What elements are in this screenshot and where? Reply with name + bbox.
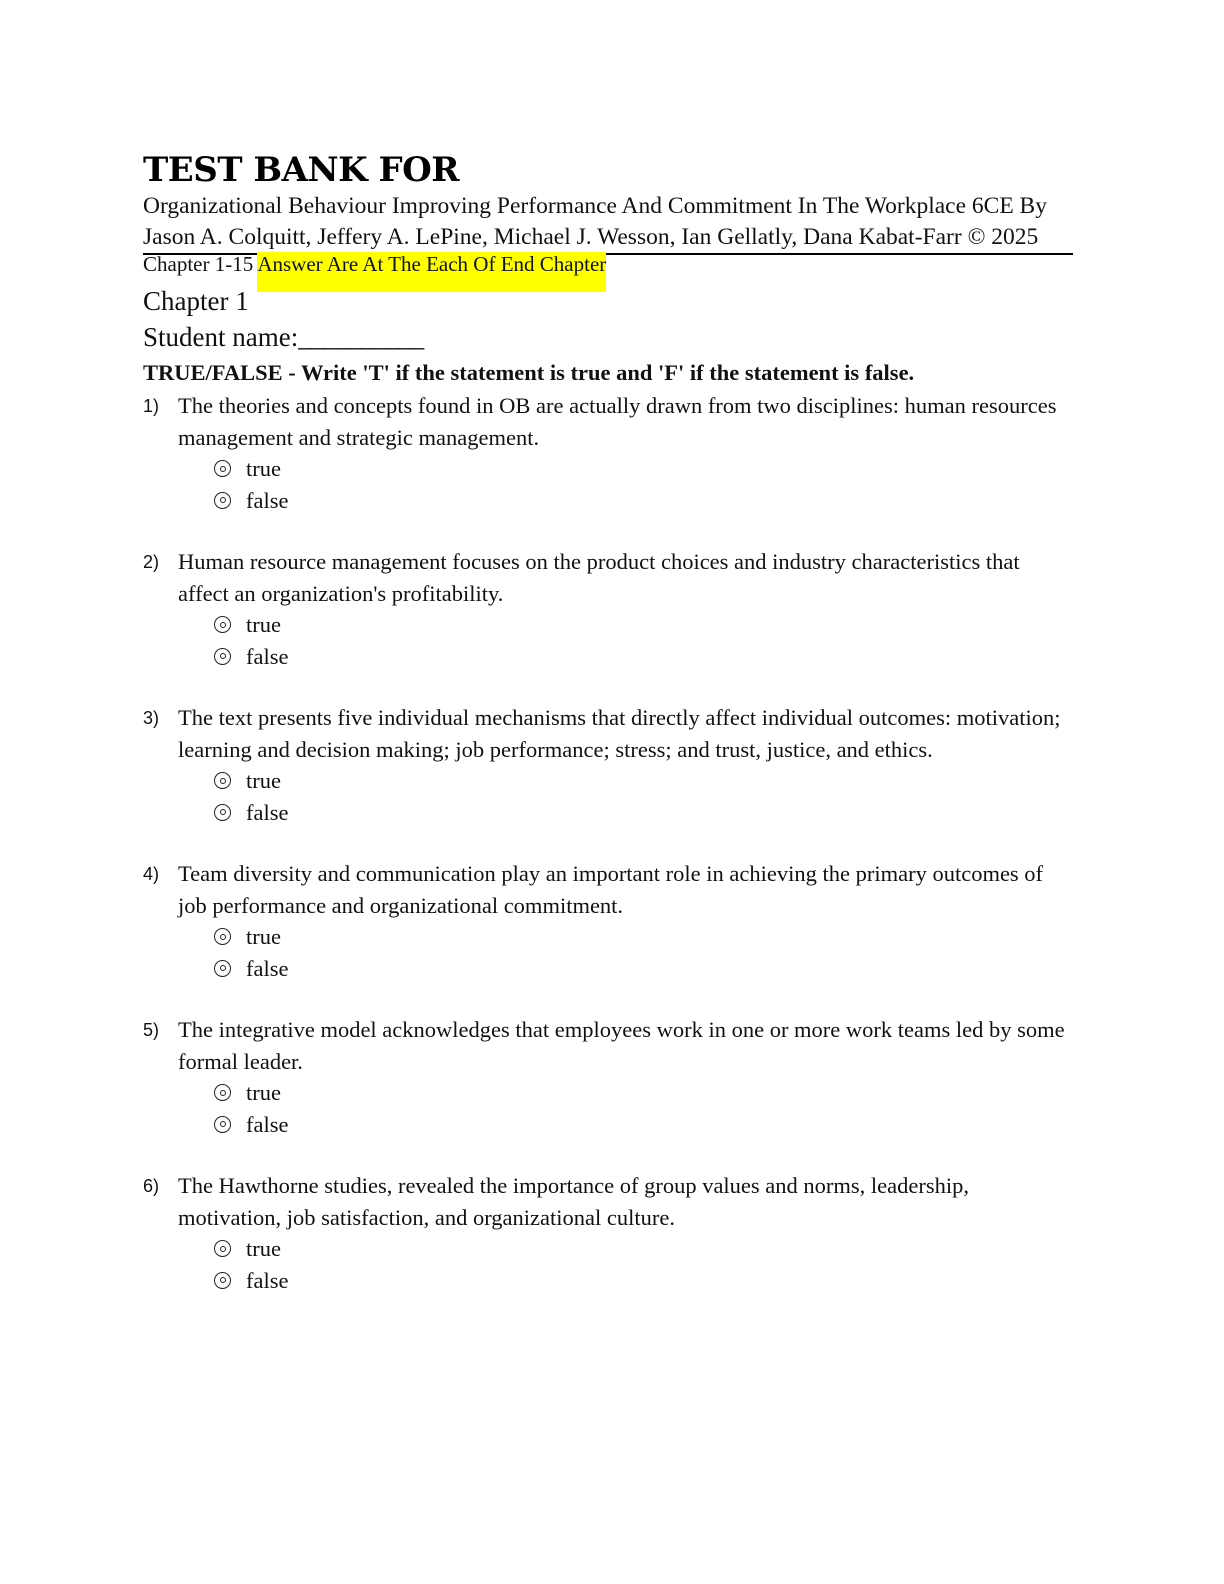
answer-option-true[interactable] xyxy=(214,921,1073,953)
answer-option-false[interactable] xyxy=(214,485,1073,517)
answer-option-label: false xyxy=(246,487,289,513)
answer-option-label: true xyxy=(246,612,281,637)
question-number: 1) xyxy=(143,396,160,416)
radio-button-icon[interactable] xyxy=(214,1272,231,1289)
question-text: Human resource management focuses on the product choices and industry characteristics that affect an organization's profitability. xyxy=(178,549,1020,606)
radio-button-icon[interactable] xyxy=(214,928,231,945)
answer-option-true[interactable] xyxy=(214,453,1073,485)
student-name-label: Student name: xyxy=(143,322,299,352)
question-text: The theories and concepts found in OB are actually drawn from two disciplines: human resources management and strategic management. xyxy=(178,393,1057,450)
question-text: The text presents five individual mechanisms that directly affect individual outcomes: motivation; learning and decision making; job performance; stress; and trust, justice, and ethics. xyxy=(178,705,1061,762)
question-item xyxy=(143,858,1073,984)
chapter-heading: Chapter 1 xyxy=(143,286,249,316)
answer-options xyxy=(178,1077,1073,1140)
answer-option-true[interactable] xyxy=(214,609,1073,641)
answer-option-label: true xyxy=(246,1080,281,1105)
student-name-line xyxy=(143,319,1073,355)
radio-button-icon[interactable] xyxy=(214,492,231,509)
chapters-range: Chapter 1-15 xyxy=(143,252,254,276)
answer-option-false[interactable] xyxy=(214,1109,1073,1141)
question-number: 2) xyxy=(143,552,160,572)
answer-options xyxy=(178,453,1073,516)
answers-note-highlight: Answer Are At The Each Of End Chapter xyxy=(257,252,606,292)
answer-options xyxy=(178,609,1073,672)
document-page xyxy=(143,150,1073,1326)
question-text: Team diversity and communication play an important role in achieving the primary outcomes of job performance and organizational commitment. xyxy=(178,861,1044,918)
answer-option-label: false xyxy=(246,799,289,825)
question-item xyxy=(143,1014,1073,1140)
chapters-line xyxy=(143,253,1073,275)
question-item xyxy=(143,546,1073,672)
answer-option-false[interactable] xyxy=(214,953,1073,985)
student-name-blank: __________ xyxy=(298,322,424,352)
question-item xyxy=(143,1170,1073,1296)
answer-option-label: true xyxy=(246,456,281,481)
question-number: 5) xyxy=(143,1020,160,1040)
radio-button-icon[interactable] xyxy=(214,1240,231,1257)
true-false-instructions: TRUE/FALSE - Write 'T' if the statement is true and 'F' if the statement is false. xyxy=(143,360,915,385)
answer-options xyxy=(178,765,1073,828)
book-title-line-2: Jason A. Colquitt, Jeffery A. LePine, Michael J. Wesson, Ian Gellatly, Dana Kabat-Farr © 2025 xyxy=(143,224,1039,250)
answer-option-true[interactable] xyxy=(214,1233,1073,1265)
answer-options xyxy=(178,1233,1073,1296)
radio-button-icon[interactable] xyxy=(214,616,231,633)
radio-button-icon[interactable] xyxy=(214,1116,231,1133)
answer-options xyxy=(178,921,1073,984)
answer-option-label: false xyxy=(246,1267,289,1293)
radio-button-icon[interactable] xyxy=(214,648,231,665)
book-title-line-1: Organizational Behaviour Improving Performance And Commitment In The Workplace 6CE By xyxy=(143,193,1047,219)
radio-button-icon[interactable] xyxy=(214,960,231,977)
question-item xyxy=(143,390,1073,516)
answer-option-true[interactable] xyxy=(214,1077,1073,1109)
answer-option-true[interactable] xyxy=(214,765,1073,797)
answer-option-label: false xyxy=(246,643,289,669)
question-text: The Hawthorne studies, revealed the importance of group values and norms, leadership, motivation, job satisfaction, and organizational culture. xyxy=(178,1173,969,1230)
question-list xyxy=(143,390,1073,1296)
question-text: The integrative model acknowledges that employees work in one or more work teams led by some formal leader. xyxy=(178,1017,1065,1074)
radio-button-icon[interactable] xyxy=(214,804,231,821)
question-number: 3) xyxy=(143,708,160,728)
answer-option-label: true xyxy=(246,1236,281,1261)
question-item xyxy=(143,702,1073,828)
answer-option-false[interactable] xyxy=(214,641,1073,673)
answer-option-label: true xyxy=(246,924,281,949)
radio-button-icon[interactable] xyxy=(214,772,231,789)
radio-button-icon[interactable] xyxy=(214,1084,231,1101)
answer-option-label: true xyxy=(246,768,281,793)
radio-button-icon[interactable] xyxy=(214,460,231,477)
answer-option-false[interactable] xyxy=(214,1265,1073,1297)
document-title: TEST BANK FOR xyxy=(143,150,460,190)
answer-option-label: false xyxy=(246,955,289,981)
answer-option-false[interactable] xyxy=(214,797,1073,829)
question-number: 6) xyxy=(143,1176,160,1196)
question-number: 4) xyxy=(143,864,160,884)
answer-option-label: false xyxy=(246,1111,289,1137)
